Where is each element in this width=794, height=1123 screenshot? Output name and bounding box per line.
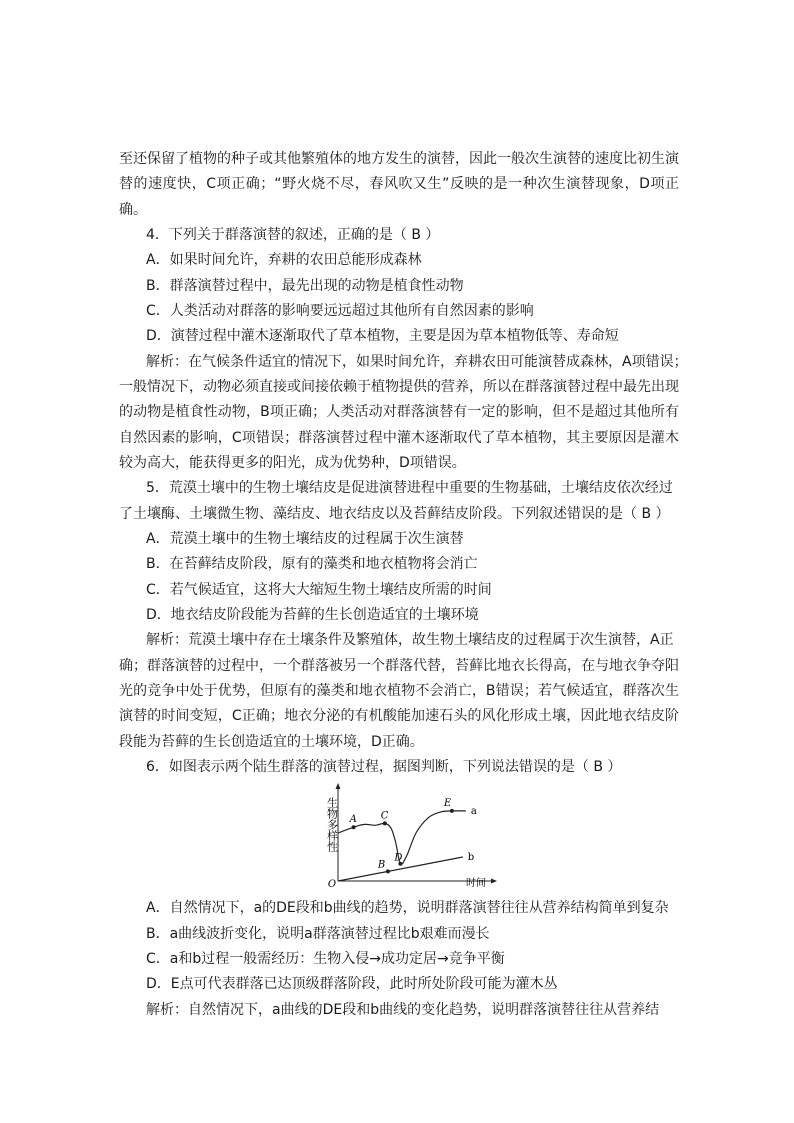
text-line: 确。 xyxy=(119,202,147,218)
option-b: B．a曲线波折变化，说明a群落演替过程比b艰难而漫长 xyxy=(146,926,490,942)
question-4: 4．下列关于群落演替的叙述，正确的是（ B ） xyxy=(146,227,440,243)
x-axis-arrow xyxy=(491,879,497,884)
analysis-line: 段能为苔藓的生长创造适宜的土壤环境，D正确。 xyxy=(119,734,424,750)
analysis-line: 解析：在气候条件适宜的情况下，如果时间允许，弃耕农田可能演替成森林，A项错误； xyxy=(146,354,688,370)
analysis-line: 解析：自然情况下，a曲线的DE段和b曲线的变化趋势，说明群落演替往往从营养结 xyxy=(146,1002,660,1018)
option-a xyxy=(146,898,699,918)
y-axis-label: 生物多样性 xyxy=(325,797,339,852)
point-b-marker xyxy=(386,869,390,873)
option-d: D．E点可代表群落已达顶级群落阶段，此时所处阶段可能为灌木丛 xyxy=(146,976,558,992)
x-axis-label: 时间 xyxy=(466,878,486,888)
analysis-line: 解析：荒漠土壤中存在土壤条件及繁殖体，故生物土壤结皮的过程属于次生演替，A正 xyxy=(146,632,674,648)
option-a-text: A．自然情况下，a的DE段和b曲线的趋势，说明群落演替往往从营养结构简单到复杂 xyxy=(146,900,669,916)
point-a-label: A xyxy=(349,814,357,826)
series-a-label: a xyxy=(470,805,477,817)
series-b-label: b xyxy=(467,852,475,863)
analysis-line: 确；群落演替的过程中，一个群落被另一个群落代替，苔藓比地衣长得高，在与地衣争夺阳 xyxy=(119,658,679,674)
option-a: A．如果时间允许，弃耕的农田总能形成森林 xyxy=(146,252,422,268)
option-d: D．演替过程中灌木逐渐取代了草本植物，主要是因为草本植物低等、寿命短 xyxy=(146,328,619,344)
option-c: C．a和b过程一般需经历：生物入侵→成功定居→竞争平衡 xyxy=(146,951,505,967)
analysis-line: 自然因素的影响，C项错误；群落演替过程中灌木逐渐取代了草本植物，其主要原因是灌木 xyxy=(119,430,679,446)
option-d: D．地衣结皮阶段能为苔藓的生长创造适宜的土壤环境 xyxy=(146,607,479,623)
option-c: C．人类活动对群落的影响要远远超过其他所有自然因素的影响 xyxy=(146,303,534,319)
y-axis-arrow xyxy=(336,783,341,789)
point-c-label: C xyxy=(380,810,389,822)
point-e-marker xyxy=(450,809,454,813)
option-b: B．在苔藓结皮阶段，原有的藻类和地衣植物将会消亡 xyxy=(146,556,478,572)
point-b-label: B xyxy=(377,859,386,871)
option-b: B．群落演替过程中，最先出现的动物是植食性动物 xyxy=(146,278,464,294)
analysis-line: 一般情况下，动物必须直接或间接依赖于植物提供的营养，所以在群落演替过程中最先出现 xyxy=(119,379,679,395)
question-5: 5．荒漠土壤中的生物土壤结皮是促进演替进程中重要的生物基础，土壤结皮依次经过 xyxy=(146,480,673,496)
question-5-cont: 了土壤酶、土壤微生物、藻结皮、地衣结皮以及苔藓结皮阶段。下列叙述错误的是（ B ） xyxy=(119,506,670,522)
text-line: 至还保留了植物的种子或其他繁殖体的地方发生的演替，因此一般次生演替的速度比初生演 xyxy=(119,151,679,167)
point-d-label: D xyxy=(394,852,403,864)
analysis-line: 较为高大，能获得更多的阳光，成为优势种，D项错误。 xyxy=(119,455,466,471)
question-6: 6．如图表示两个陆生群落的演替过程，据图判断，下列说法错误的是（ B ） xyxy=(146,759,622,775)
point-e-label: E xyxy=(443,797,452,809)
option-a: A．荒漠土壤中的生物土壤结皮的过程属于次生演替 xyxy=(146,531,464,547)
analysis-line: 光的竞争中处于优势，但原有的藻类和地衣植物不会消亡，B错误；若气候适宜，群落次生 xyxy=(119,683,679,699)
point-a-marker xyxy=(352,825,356,829)
point-c-marker xyxy=(383,821,387,825)
analysis-line: 的动物是植食性动物，B项正确；人类活动对群落演替有一定的影响，但不是超过其他所有 xyxy=(119,404,679,420)
analysis-line: 演替的时间变短，C正确；地衣分泌的有机酸能加速石头的风化形成土壤，因此地衣结皮阶 xyxy=(119,708,679,724)
origin-label: O xyxy=(327,879,337,888)
option-c: C．若气候适宜，这将大大缩短生物土壤结皮所需的时间 xyxy=(146,582,492,598)
succession-chart xyxy=(318,783,498,888)
text-line: 替的速度快，C项正确；“野火烧不尽，春风吹又生”反映的是一种次生演替现象，D项正 xyxy=(119,176,679,192)
